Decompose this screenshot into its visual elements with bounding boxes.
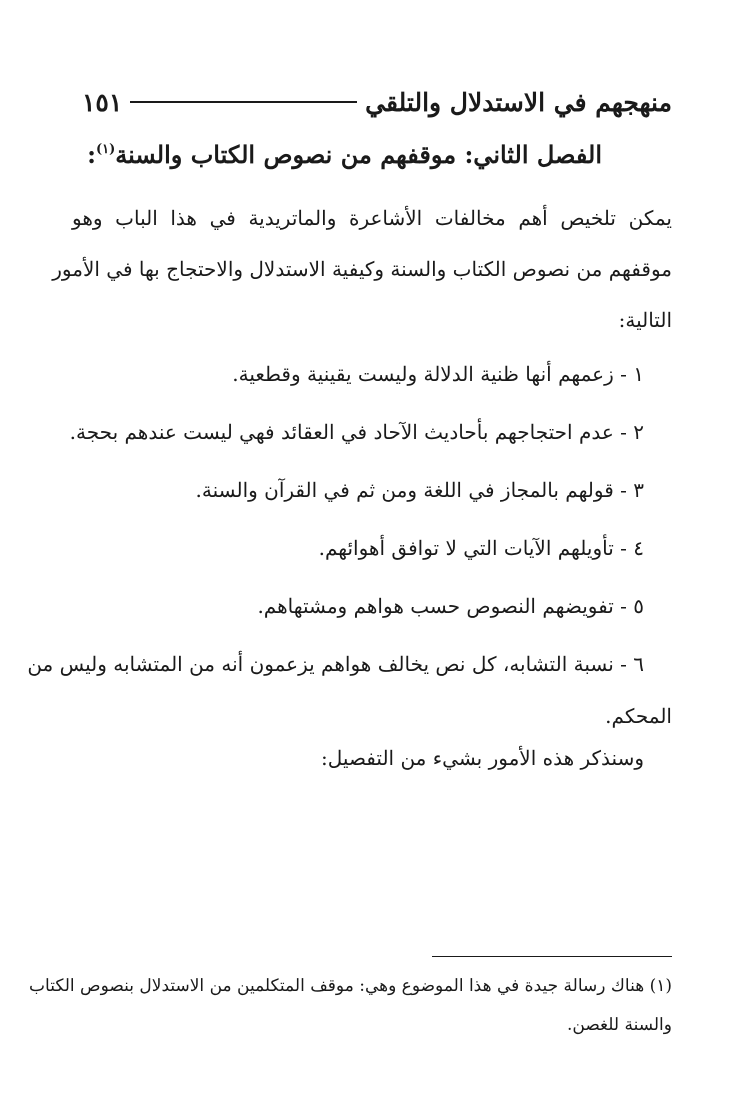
intro-line-1: يمكن تلخيص أهم مخالفات الأشاعرة والماتريدية في هذا الباب وهو bbox=[72, 206, 672, 230]
chapter-title bbox=[87, 140, 602, 169]
list-item-1: ١ - زعمهم أنها ظنية الدلالة وليست يقينية وقطعية. bbox=[232, 362, 644, 386]
list-item-6-line-1: ٦ - نسبة التشابه، كل نص يخالف هواهم يزعمون أنه من المتشابه وليس من bbox=[27, 652, 644, 676]
closing-sentence: وسنذكر هذه الأمور بشيء من التفصيل: bbox=[321, 746, 644, 770]
list-item-3: ٣ - قولهم بالمجاز في اللغة ومن ثم في القرآن والسنة. bbox=[195, 478, 644, 502]
chapter-title-text: الفصل الثاني: موقفهم من نصوص الكتاب والسنة bbox=[115, 140, 602, 169]
list-item-5: ٥ - تفويضهم النصوص حسب هواهم ومشتهاهم. bbox=[257, 594, 644, 618]
running-header bbox=[82, 82, 672, 122]
chapter-title-colon: : bbox=[87, 140, 96, 169]
footnote-line-2: والسنة للغصن. bbox=[566, 1015, 672, 1035]
chapter-footnote-marker: (١) bbox=[95, 142, 116, 157]
running-header-title: منهجهم في الاستدلال والتلقي bbox=[365, 87, 672, 117]
page-number: ١٥١ bbox=[82, 87, 123, 117]
footnote-rule bbox=[432, 956, 672, 957]
list-item-4: ٤ - تأويلهم الآيات التي لا توافق أهوائهم. bbox=[318, 536, 644, 560]
footnote-line-1: (١) هناك رسالة جيدة في هذا الموضوع وهي: موقف المتكلمين من الاستدلال بنصوص الكتاب bbox=[29, 976, 672, 996]
list-item-2: ٢ - عدم احتجاجهم بأحاديث الآحاد في العقائد فهي ليست عندهم بحجة. bbox=[69, 420, 644, 444]
header-rule bbox=[130, 101, 357, 103]
list-item-6-line-2: المحكم. bbox=[605, 704, 672, 728]
intro-line-3: التالية: bbox=[618, 308, 672, 332]
intro-line-2: موقفهم من نصوص الكتاب والسنة وكيفية الاستدلال والاحتجاج بها في الأمور bbox=[52, 257, 672, 281]
